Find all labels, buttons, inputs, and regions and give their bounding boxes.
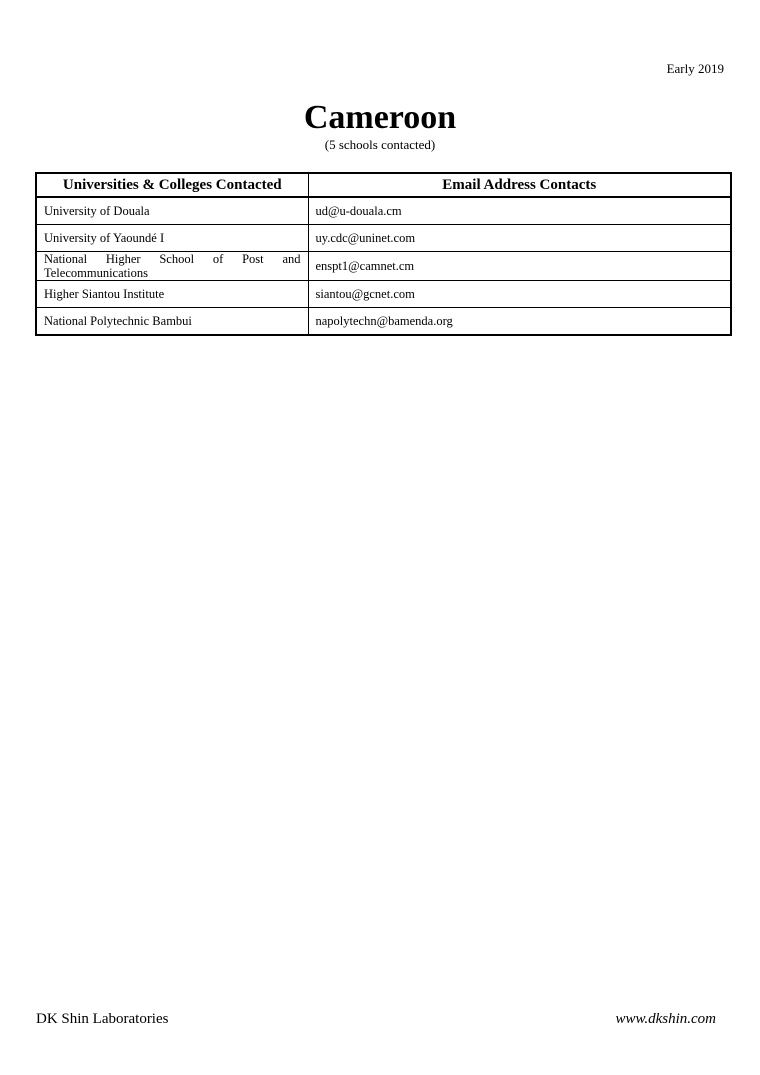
school-name-cell: Higher Siantou Institute	[36, 281, 308, 308]
school-name-cell: University of Yaoundé I	[36, 225, 308, 252]
table-row	[36, 281, 731, 308]
contacts-table	[35, 172, 732, 336]
email-cell: siantou@gcnet.com	[308, 281, 731, 308]
column-header-schools: Universities & Colleges Contacted	[36, 173, 308, 197]
email-cell: enspt1@camnet.cm	[308, 252, 731, 281]
table-header-row	[36, 173, 731, 197]
column-header-emails: Email Address Contacts	[308, 173, 731, 197]
email-cell: napolytechn@bamenda.org	[308, 308, 731, 336]
document-date: Early 2019	[666, 61, 724, 76]
table-row	[36, 197, 731, 225]
school-name-cell: National Polytechnic Bambui	[36, 308, 308, 336]
page-title: Cameroon	[303, 99, 457, 136]
email-cell: ud@u-douala.cm	[308, 197, 731, 225]
school-name-cell: National Higher School of Post and Telecommunications	[36, 252, 308, 281]
page-subtitle: (5 schools contacted)	[324, 137, 436, 152]
footer-organization: DK Shin Laboratories	[36, 1011, 169, 1027]
footer-website: www.dkshin.com	[615, 1011, 716, 1027]
table-row	[36, 252, 731, 281]
table-row	[36, 225, 731, 252]
table-row	[36, 308, 731, 336]
school-name-cell: University of Douala	[36, 197, 308, 225]
email-cell: uy.cdc@uninet.com	[308, 225, 731, 252]
